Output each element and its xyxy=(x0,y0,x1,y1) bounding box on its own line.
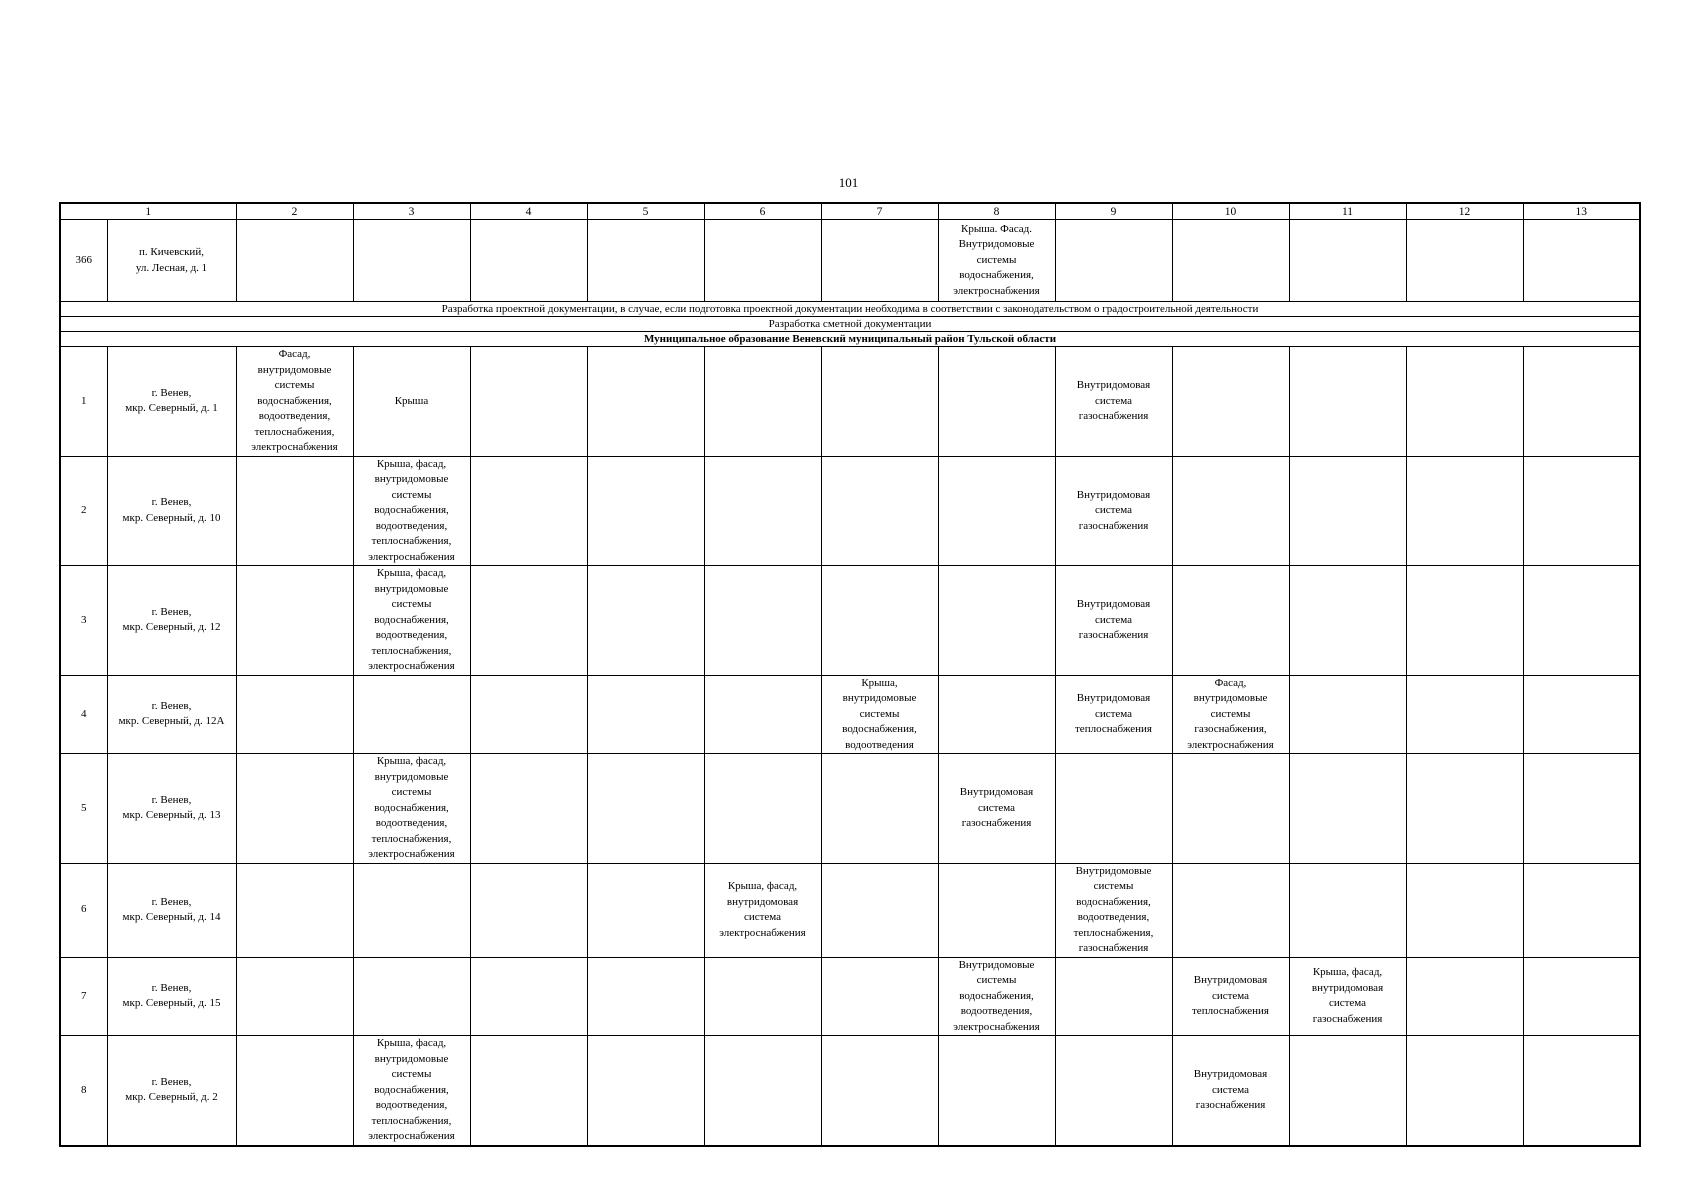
empty-cell xyxy=(1523,863,1640,957)
work-cell: Внутридомовая система газоснабжения xyxy=(1055,347,1172,457)
column-number: 9 xyxy=(1055,203,1172,220)
empty-cell xyxy=(587,754,704,864)
empty-cell xyxy=(587,1036,704,1146)
address-cell: г. Венев, мкр. Северный, д. 10 xyxy=(107,456,236,566)
work-cell: Внутридомовая система газоснабжения xyxy=(1172,1036,1289,1146)
empty-cell xyxy=(236,957,353,1036)
empty-cell xyxy=(1523,675,1640,754)
column-number: 3 xyxy=(353,203,470,220)
row-number: 366 xyxy=(60,220,107,302)
address-cell: г. Венев, мкр. Северный, д. 14 xyxy=(107,863,236,957)
work-cell: Крыша, внутридомовые системы водоснабжения, водоотведения xyxy=(821,675,938,754)
empty-cell xyxy=(1523,566,1640,676)
empty-cell xyxy=(821,220,938,302)
empty-cell xyxy=(353,675,470,754)
column-number: 2 xyxy=(236,203,353,220)
empty-cell xyxy=(587,675,704,754)
table-row xyxy=(60,347,1640,457)
row-number: 3 xyxy=(60,566,107,676)
empty-cell xyxy=(1406,1036,1523,1146)
empty-cell xyxy=(1289,566,1406,676)
empty-cell xyxy=(1289,675,1406,754)
empty-cell xyxy=(1172,566,1289,676)
empty-cell xyxy=(470,754,587,864)
empty-cell xyxy=(470,675,587,754)
work-cell: Внутридомовая система теплоснабжения xyxy=(1172,957,1289,1036)
section-heading-row xyxy=(60,302,1640,317)
work-cell: Внутридомовая система газоснабжения xyxy=(938,754,1055,864)
column-number: 7 xyxy=(821,203,938,220)
empty-cell xyxy=(1523,347,1640,457)
work-cell: Внутридомовые системы водоснабжения, водоотведения, теплоснабжения, газоснабжения xyxy=(1055,863,1172,957)
empty-cell xyxy=(1172,220,1289,302)
empty-cell xyxy=(821,566,938,676)
row-number: 4 xyxy=(60,675,107,754)
row-number: 7 xyxy=(60,957,107,1036)
column-number: 6 xyxy=(704,203,821,220)
empty-cell xyxy=(1406,347,1523,457)
empty-cell xyxy=(704,957,821,1036)
work-cell: Внутридомовая система газоснабжения xyxy=(1055,566,1172,676)
row-number: 6 xyxy=(60,863,107,957)
work-cell: Крыша, фасад, внутридомовые системы водоснабжения, водоотведения, теплоснабжения, электроснабжения xyxy=(353,1036,470,1146)
empty-cell xyxy=(938,456,1055,566)
table-row xyxy=(60,957,1640,1036)
empty-cell xyxy=(587,863,704,957)
empty-cell xyxy=(1406,863,1523,957)
empty-cell xyxy=(1406,675,1523,754)
empty-cell xyxy=(704,1036,821,1146)
address-cell: г. Венев, мкр. Северный, д. 12А xyxy=(107,675,236,754)
empty-cell xyxy=(1406,566,1523,676)
work-cell: Внутридомовая система теплоснабжения xyxy=(1055,675,1172,754)
empty-cell xyxy=(236,863,353,957)
empty-cell xyxy=(1289,220,1406,302)
column-number: 13 xyxy=(1523,203,1640,220)
empty-cell xyxy=(821,1036,938,1146)
empty-cell xyxy=(470,347,587,457)
empty-cell xyxy=(587,220,704,302)
work-cell: Внутридомовые системы водоснабжения, водоотведения, электроснабжения xyxy=(938,957,1055,1036)
empty-cell xyxy=(1172,456,1289,566)
empty-cell xyxy=(938,863,1055,957)
empty-cell xyxy=(236,566,353,676)
empty-cell xyxy=(704,566,821,676)
municipality-row xyxy=(60,332,1640,347)
empty-cell xyxy=(470,566,587,676)
empty-cell xyxy=(353,220,470,302)
work-cell: Крыша, фасад, внутридомовые системы водоснабжения, водоотведения, теплоснабжения, электроснабжения xyxy=(353,566,470,676)
empty-cell xyxy=(1406,957,1523,1036)
address-cell: г. Венев, мкр. Северный, д. 1 xyxy=(107,347,236,457)
municipality-title: Муниципальное образование Веневский муниципальный район Тульской области xyxy=(60,332,1640,347)
empty-cell xyxy=(236,456,353,566)
empty-cell xyxy=(1055,220,1172,302)
empty-cell xyxy=(704,347,821,457)
empty-cell xyxy=(704,220,821,302)
table-row xyxy=(60,1036,1640,1146)
empty-cell xyxy=(704,675,821,754)
table-body xyxy=(60,203,1640,1146)
empty-cell xyxy=(1289,1036,1406,1146)
work-cell: Крыша xyxy=(353,347,470,457)
empty-cell xyxy=(1523,957,1640,1036)
work-cell: Крыша, фасад, внутридомовая система газоснабжения xyxy=(1289,957,1406,1036)
row-number: 5 xyxy=(60,754,107,864)
empty-cell xyxy=(470,957,587,1036)
works-table xyxy=(59,202,1641,1147)
table-row xyxy=(60,456,1640,566)
empty-cell xyxy=(470,863,587,957)
empty-cell xyxy=(1289,754,1406,864)
address-cell: г. Венев, мкр. Северный, д. 12 xyxy=(107,566,236,676)
column-number: 10 xyxy=(1172,203,1289,220)
column-number: 4 xyxy=(470,203,587,220)
empty-cell xyxy=(821,957,938,1036)
column-number: 12 xyxy=(1406,203,1523,220)
address-cell: г. Венев, мкр. Северный, д. 15 xyxy=(107,957,236,1036)
empty-cell xyxy=(938,675,1055,754)
empty-cell xyxy=(353,957,470,1036)
empty-cell xyxy=(470,220,587,302)
empty-cell xyxy=(1406,754,1523,864)
empty-cell xyxy=(236,754,353,864)
empty-cell xyxy=(1289,456,1406,566)
empty-cell xyxy=(1289,347,1406,457)
empty-cell xyxy=(1172,863,1289,957)
column-number: 8 xyxy=(938,203,1055,220)
empty-cell xyxy=(1523,1036,1640,1146)
empty-cell xyxy=(821,347,938,457)
section-heading: Разработка проектной документации, в случае, если подготовка проектной документации необходима в соответствии с законодательством о градостроительной деятельности xyxy=(60,302,1640,317)
work-cell: Крыша. Фасад. Внутридомовые системы водоснабжения, электроснабжения xyxy=(938,220,1055,302)
table-row xyxy=(60,566,1640,676)
empty-cell xyxy=(1055,754,1172,864)
empty-cell xyxy=(236,1036,353,1146)
empty-cell xyxy=(1289,863,1406,957)
work-cell: Крыша, фасад, внутридомовые системы водоснабжения, водоотведения, теплоснабжения, электроснабжения xyxy=(353,456,470,566)
empty-cell xyxy=(353,863,470,957)
column-number-row xyxy=(60,203,1640,220)
section-heading: Разработка сметной документации xyxy=(60,317,1640,332)
address-cell: п. Кичевский, ул. Лесная, д. 1 xyxy=(107,220,236,302)
empty-cell xyxy=(704,754,821,864)
empty-cell xyxy=(1172,754,1289,864)
work-cell: Фасад, внутридомовые системы водоснабжения, водоотведения, теплоснабжения, электроснабжения xyxy=(236,347,353,457)
work-cell: Крыша, фасад, внутридомовая система электроснабжения xyxy=(704,863,821,957)
table-row xyxy=(60,675,1640,754)
table-row xyxy=(60,220,1640,302)
column-number: 11 xyxy=(1289,203,1406,220)
empty-cell xyxy=(587,566,704,676)
empty-cell xyxy=(1172,347,1289,457)
empty-cell xyxy=(1523,220,1640,302)
empty-cell xyxy=(1406,456,1523,566)
empty-cell xyxy=(587,347,704,457)
row-number: 1 xyxy=(60,347,107,457)
column-number: 5 xyxy=(587,203,704,220)
empty-cell xyxy=(236,675,353,754)
empty-cell xyxy=(1406,220,1523,302)
empty-cell xyxy=(587,957,704,1036)
row-number: 2 xyxy=(60,456,107,566)
column-number: 1 xyxy=(60,203,236,220)
empty-cell xyxy=(470,1036,587,1146)
empty-cell xyxy=(821,456,938,566)
work-cell: Внутридомовая система газоснабжения xyxy=(1055,456,1172,566)
table-row xyxy=(60,754,1640,864)
empty-cell xyxy=(1055,957,1172,1036)
empty-cell xyxy=(704,456,821,566)
work-cell: Фасад, внутридомовые системы газоснабжения, электроснабжения xyxy=(1172,675,1289,754)
table-row xyxy=(60,863,1640,957)
empty-cell xyxy=(938,566,1055,676)
empty-cell xyxy=(938,347,1055,457)
empty-cell xyxy=(1055,1036,1172,1146)
section-heading-row xyxy=(60,317,1640,332)
address-cell: г. Венев, мкр. Северный, д. 13 xyxy=(107,754,236,864)
empty-cell xyxy=(236,220,353,302)
page-number: 101 xyxy=(838,175,859,190)
empty-cell xyxy=(821,863,938,957)
empty-cell xyxy=(1523,754,1640,864)
empty-cell xyxy=(821,754,938,864)
empty-cell xyxy=(587,456,704,566)
empty-cell xyxy=(470,456,587,566)
row-number: 8 xyxy=(60,1036,107,1146)
work-cell: Крыша, фасад, внутридомовые системы водоснабжения, водоотведения, теплоснабжения, электроснабжения xyxy=(353,754,470,864)
empty-cell xyxy=(938,1036,1055,1146)
empty-cell xyxy=(1523,456,1640,566)
address-cell: г. Венев, мкр. Северный, д. 2 xyxy=(107,1036,236,1146)
